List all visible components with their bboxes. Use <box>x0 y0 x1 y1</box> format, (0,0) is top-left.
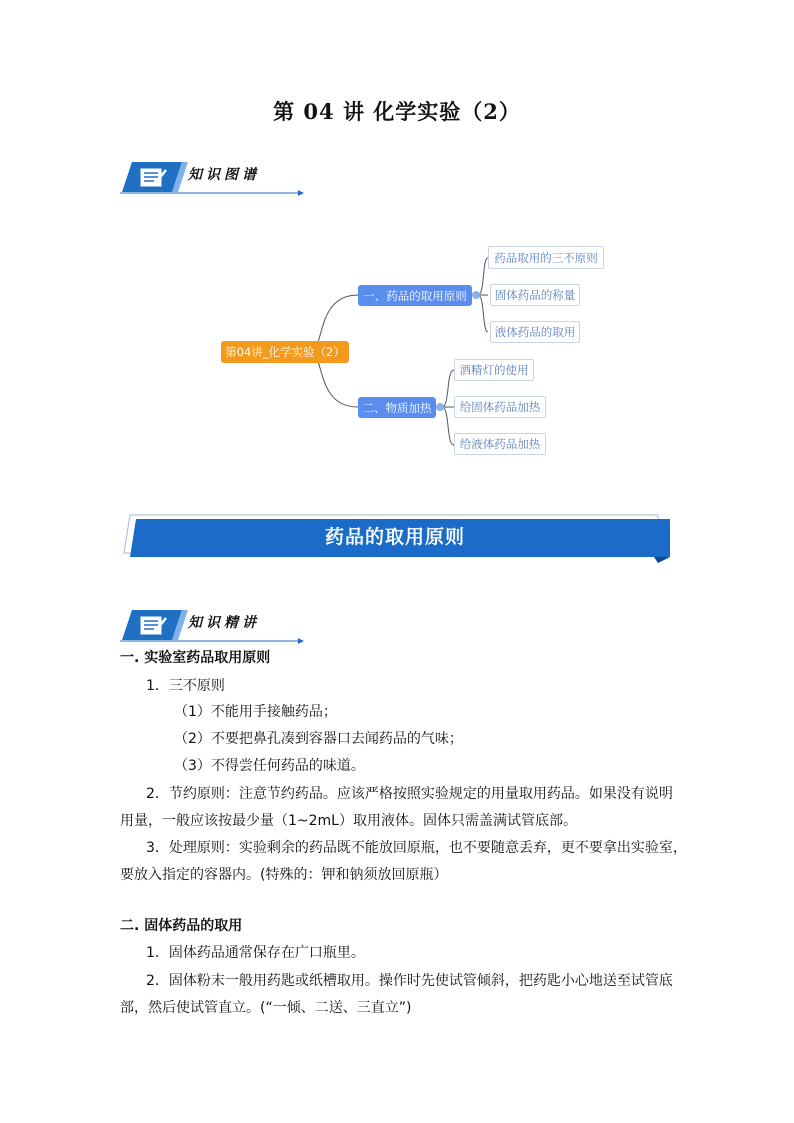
section-tag-knowledge-map <box>120 158 310 200</box>
section-tag-knowledge-explain <box>120 606 310 648</box>
paragraph-line: 2．固体粉末一般用药匙或纸槽取用。操作时先使试管倾斜，把药匙小心地送至试管底 <box>146 973 673 989</box>
mindmap-leaf: 药品取用的三不原则 <box>488 246 604 269</box>
paragraph-line: 用量，一般应该按最少量（1~2mL）取用液体。固体只需盖满试管底部。 <box>120 813 577 829</box>
mindmap-leaf: 固体药品的称量 <box>490 284 580 306</box>
mind-map <box>200 240 620 470</box>
paragraph-line: 要放入指定的容器内。(特殊的：钾和钠须放回原瓶） <box>120 867 448 883</box>
section-tag-label: 知识图谱 <box>188 167 260 183</box>
mindmap-leaf: 液体药品的取用 <box>490 321 580 343</box>
paragraph-line: 1．固体药品通常保存在广口瓶里。 <box>146 945 365 961</box>
section-banner-title: 药品的取用原则 <box>324 526 465 548</box>
document-title: 第 04 讲 化学实验（2） <box>273 99 521 124</box>
paragraph-line: 3．处理原则：实验剩余的药品既不能放回原瓶，也不要随意丢弃，更不要拿出实验室， <box>146 840 687 856</box>
mindmap-leaf: 给固体药品加热 <box>454 396 546 418</box>
mindmap-leaf: 给液体药品加热 <box>454 433 546 455</box>
mindmap-branch-drug-handling: 一、药品的取用原则 <box>358 285 472 306</box>
paragraph-line: 2．节约原则：注意节约药品。应该严格按照实验规定的用量取用药品。如果没有说明 <box>146 786 673 802</box>
paragraph-line: 1．三不原则 <box>146 678 225 694</box>
section-heading: 二. 固体药品的取用 <box>120 918 243 934</box>
paragraph-line: （3）不得尝任何药品的味道。 <box>174 758 365 774</box>
mindmap-branch-heating: 二、物质加热 <box>358 397 436 418</box>
mindmap-leaf: 酒精灯的使用 <box>454 359 534 381</box>
section-heading: 一. 实验室药品取用原则 <box>120 650 271 666</box>
paragraph-line: （1）不能用手接触药品； <box>174 704 337 720</box>
paragraph-line: （2）不要把鼻孔凑到容器口去闻药品的气味； <box>174 731 463 747</box>
section-tag-label: 知识精讲 <box>188 615 260 631</box>
paragraph-line: 部，然后使试管直立。(“一倾、二送、三直立”) <box>120 1000 412 1016</box>
mindmap-root-node: 第04讲_化学实验（2） <box>221 341 349 363</box>
